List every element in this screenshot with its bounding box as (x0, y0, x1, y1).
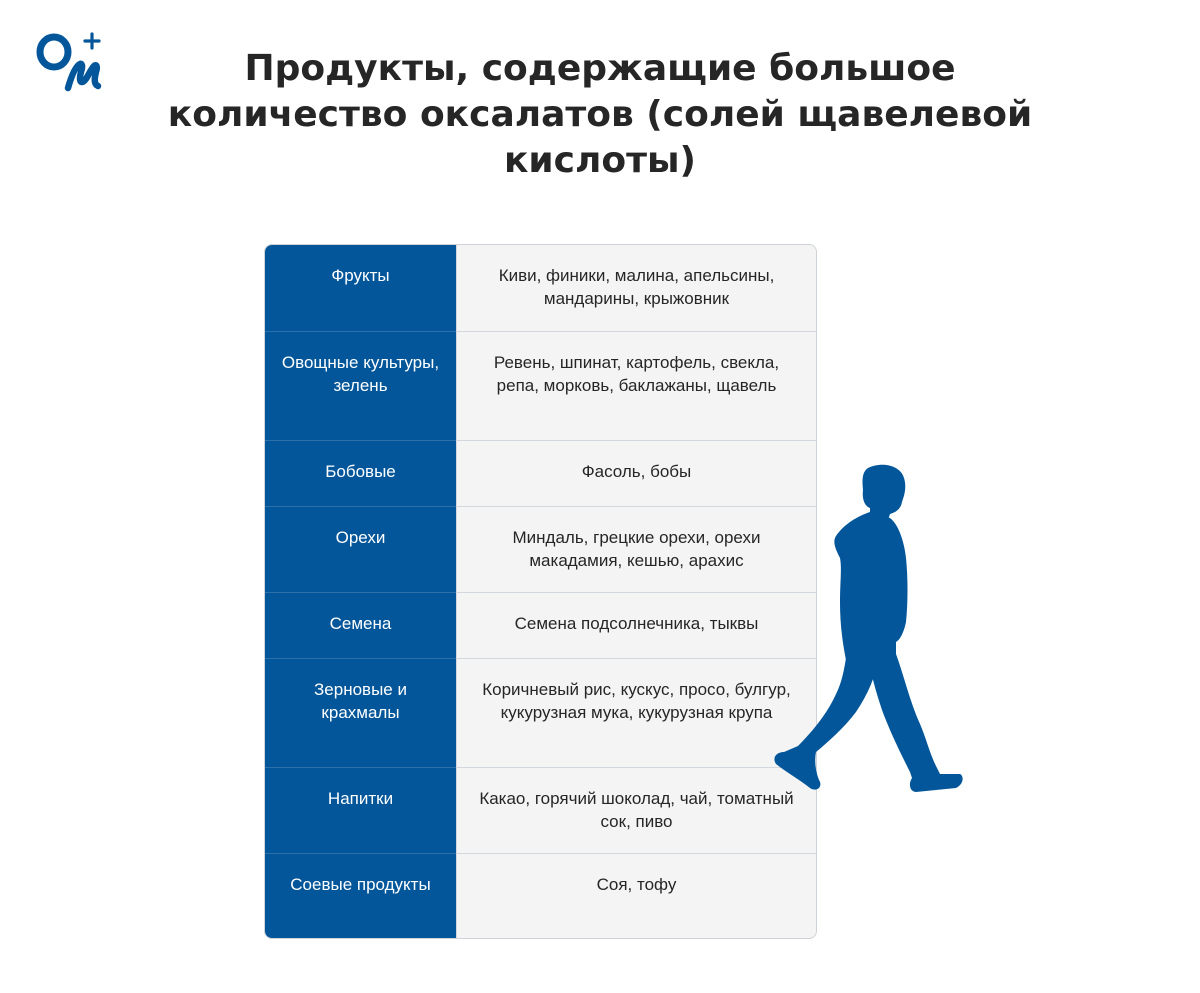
category-cell: Орехи (265, 506, 456, 592)
table-row (265, 331, 816, 440)
table-row (265, 853, 816, 938)
oxalate-foods-table (264, 244, 817, 939)
items-cell: Киви, финики, малина, апельсины, мандарины, крыжовник (456, 245, 816, 331)
category-cell: Овощные культуры, зелень (265, 331, 456, 440)
category-cell: Бобовые (265, 440, 456, 506)
table-row (265, 245, 816, 331)
items-cell: Миндаль, грецкие орехи, орехи макадамия, кешью, арахис (456, 507, 816, 592)
category-cell: Соевые продукты (265, 853, 456, 938)
category-cell: Напитки (265, 767, 456, 853)
walking-person-silhouette-icon (770, 462, 966, 796)
table-row (265, 767, 816, 853)
table-row (265, 506, 816, 592)
walking-person-illustration (770, 462, 966, 796)
items-cell: Фасоль, бобы (456, 441, 816, 506)
items-cell: Ревень, шпинат, картофель, свекла, репа, морковь, баклажаны, щавель (456, 332, 816, 440)
table-row (265, 658, 816, 767)
category-cell: Семена (265, 592, 456, 658)
items-cell: Соя, тофу (456, 854, 816, 938)
table-row (265, 592, 816, 658)
table-row (265, 440, 816, 506)
category-cell: Зерновые и крахмалы (265, 658, 456, 767)
items-cell: Семена подсолнечника, тыквы (456, 593, 816, 658)
items-cell: Какао, горячий шоколад, чай, томатный сок, пиво (456, 768, 816, 853)
on-plus-logo-icon (36, 30, 106, 94)
items-cell: Коричневый рис, кускус, просо, булгур, кукурузная мука, кукурузная крупа (456, 659, 816, 767)
page-title: Продукты, содержащие большое количество оксалатов (солей щавелевой кислоты) (167, 48, 1033, 181)
category-cell: Фрукты (265, 245, 456, 331)
logo (36, 30, 106, 94)
